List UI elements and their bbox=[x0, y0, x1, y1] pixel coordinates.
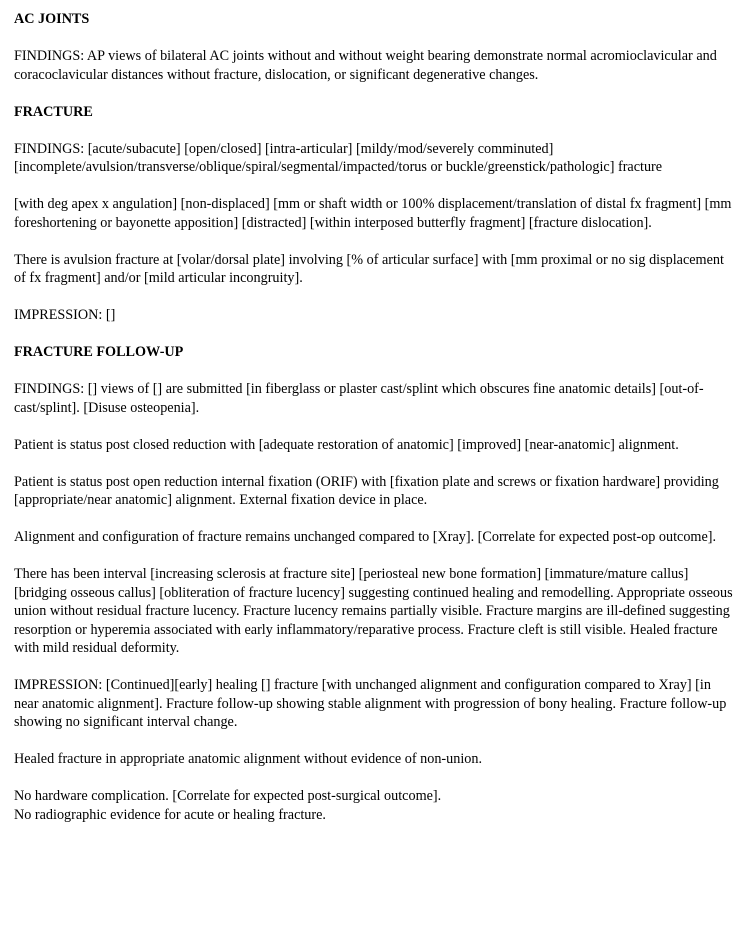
final-lines bbox=[14, 787, 736, 824]
paragraph: Patient is status post open reduction internal fixation (ORIF) with [fixation plate and screws or fixation hardware] providing [appropriate/near anatomic] alignment. External fixation device in place. bbox=[14, 473, 719, 508]
paragraph: There is avulsion fracture at [volar/dorsal plate] involving [% of articular surface] with [mm proximal or no sig displacement of fx fragment] and/or [mild articular incongruity]. bbox=[14, 251, 724, 286]
paragraph: FINDINGS: [] views of [] are submitted [in fiberglass or plaster cast/splint which obscures fine anatomic details] [out-of-cast/splint]. [Disuse osteopenia]. bbox=[14, 381, 704, 416]
paragraph: Alignment and configuration of fracture remains unchanged compared to [Xray]. [Correlate for expected post-op outcome]. bbox=[14, 529, 717, 545]
section-heading-fracture-follow-up: FRACTURE FOLLOW-UP bbox=[14, 344, 184, 360]
paragraph: FINDINGS: AP views of bilateral AC joints without and without weight bearing demonstrate normal acromioclavicular and coracoclavicular distances without fracture, dislocation, or significant degenerative changes. bbox=[14, 48, 717, 83]
impression-paragraph: IMPRESSION: [Continued][early] healing [] fracture [with unchanged alignment and configuration compared to Xray] [in near anatomic alignment]. Fracture follow-up showing stable alignment with progression of bony healing. Fracture follow-up showing no significant interval change. bbox=[14, 677, 727, 730]
paragraph: [with deg apex x angulation] [non-displaced] [mm or shaft width or 100% displacement/translation of distal fx fragment] [mm foreshortening or bayonette apposition] [distracted] [within interposed butterfly fragment] [fracture dislocation]. bbox=[14, 196, 732, 231]
paragraph: Healed fracture in appropriate anatomic alignment without evidence of non-union. bbox=[14, 751, 483, 767]
impression-line: IMPRESSION: [] bbox=[14, 307, 116, 323]
paragraph: There has been interval [increasing sclerosis at fracture site] [periosteal new bone formation] [immature/mature callus] [bridging osseous callus] [obliteration of fracture lucency] suggesting continued healing and remodelling. Appropriate osseous union without residual fracture lucency. Fracture lucency remains partially visible. Fracture margins are ill-defined suggesting resorption or hyperemia associated with early inflammatory/reparative process. Fracture cleft is still visible. Healed fracture with mild residual deformity. bbox=[14, 566, 733, 656]
final-line: No radiographic evidence for acute or healing fracture. bbox=[14, 806, 326, 823]
final-line: No hardware complication. [Correlate for expected post-surgical outcome]. bbox=[14, 788, 442, 804]
section-heading-fracture: FRACTURE bbox=[14, 103, 93, 120]
paragraph: Patient is status post closed reduction with [adequate restoration of anatomic] [improved] [near-anatomic] alignment. bbox=[14, 436, 679, 453]
section-heading-ac-joints: AC JOINTS bbox=[14, 11, 90, 27]
paragraph: FINDINGS: [acute/subacute] [open/closed] [intra-articular] [mildy/mod/severely comminuted] [incomplete/avulsion/transverse/oblique/spiral/segmental/impacted/torus or buckle/greenstick/pathologic] fracture bbox=[14, 140, 663, 175]
